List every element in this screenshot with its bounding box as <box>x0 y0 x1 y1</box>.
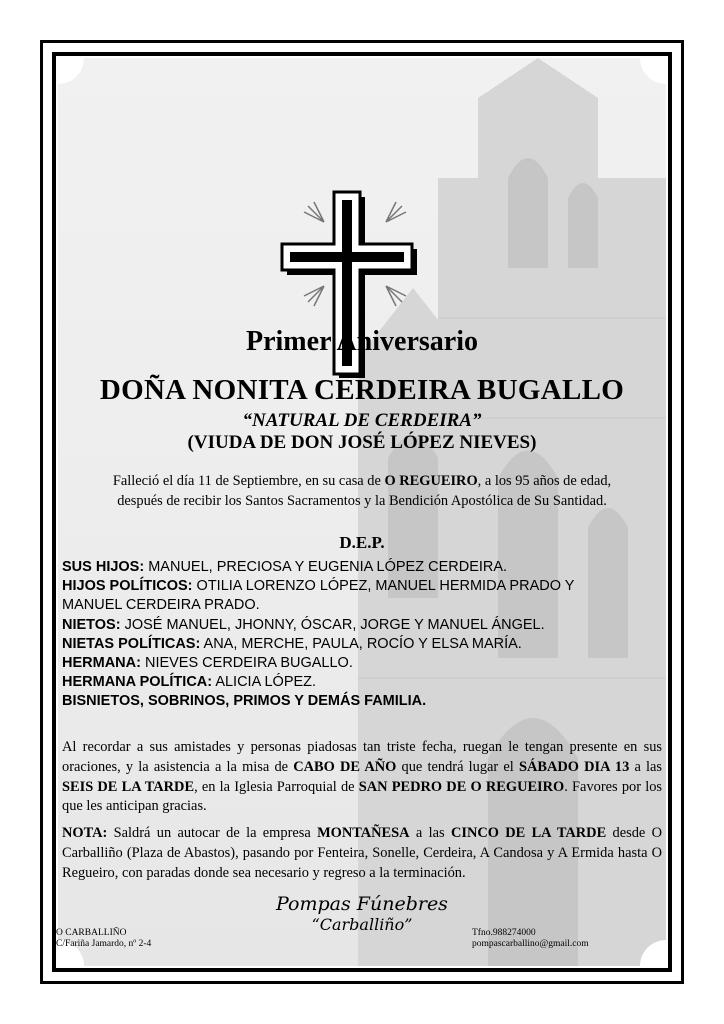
death-notice <box>62 471 662 511</box>
notice-content <box>62 58 662 966</box>
logo-line1: Pompas Fúnebres <box>276 893 448 915</box>
family-line: HERMANA POLÍTICA: ALICIA LÓPEZ. <box>62 674 317 691</box>
family-line: NIETOS: JOSÉ MANUEL, JHONNY, ÓSCAR, JORGE Y MANUEL ÁNGEL. <box>62 616 545 633</box>
footer-address: C/Fariña Jamardo, nº 2-4 <box>56 939 152 949</box>
family-line: MANUEL CERDEIRA PRADO. <box>62 597 260 614</box>
footer-contact-block <box>472 928 589 950</box>
family-line: HIJOS POLÍTICOS: OTILIA LORENZO LÓPEZ, MANUEL HERMIDA PRADO Y <box>62 578 575 595</box>
family-list <box>62 558 662 712</box>
note-paragraph: NOTA: Saldrá un autocar de la empresa MONTAÑESA a las CINCO DE LA TARDE desde O Carballiño (Plaza de Abastos), pasando por Fenteira, Sonelle, Cerdeira, A Candosa y A Ermida hasta O Regueiro, con paradas donde sea necesario y regreso a la terminación. <box>62 825 663 881</box>
deceased-name: DOÑA NONITA CERDEIRA BUGALLO <box>99 374 625 406</box>
footer-address-block <box>56 928 151 950</box>
origin-line: “NATURAL DE CERDEIRA” <box>242 410 482 431</box>
anniversary-heading: Primer Aniversario <box>246 326 478 357</box>
death-notice-text: Falleció el día 11 de Septiembre, en su casa de <box>112 473 385 489</box>
remembrance-paragraph: Al recordar a sus amistades y personas piadosas tan triste fecha, ruegan le tengan presente en sus oraciones, y la asistencia a la misa de CABO DE AÑO que tendrá lugar el SÁBADO DIA 13 a las SEIS DE LA TARDE, en la Iglesia Parroquial de SAN PEDRO DE O REGUEIRO. Favores por los que les anticipan gracias. <box>62 739 662 815</box>
footer-phone: Tfno.988274000 <box>472 928 536 938</box>
family-line: SUS HIJOS: MANUEL, PRECIOSA Y EUGENIA LÓPEZ CERDEIRA. <box>62 559 508 575</box>
logo-line2: “Carballiño” <box>311 915 413 934</box>
dep-label: D.E.P. <box>339 533 385 552</box>
footer-email: pompascarballino@gmail.com <box>472 939 589 949</box>
family-line: NIETAS POLÍTICAS: ANA, MERCHE, PAULA, ROCÍO Y ELSA MARÍA. <box>62 635 522 652</box>
death-notice-age: , a los 95 años de edad, <box>477 473 612 489</box>
family-line: BISNIETOS, SOBRINOS, PRIMOS Y DEMÁS FAMILIA. <box>62 693 427 710</box>
death-notice-sacraments: después de recibir los Santos Sacramentos y la Bendición Apostólica de Su Santidad. <box>117 493 607 509</box>
widow-of-line: (VIUDA DE DON JOSÉ LÓPEZ NIEVES) <box>187 432 537 453</box>
footer-city: O CARBALLIÑO <box>56 928 127 938</box>
family-line: HERMANA: NIEVES CERDEIRA BUGALLO. <box>62 655 353 672</box>
funeral-home-logo <box>274 893 450 935</box>
death-place: O REGUEIRO <box>384 473 478 489</box>
